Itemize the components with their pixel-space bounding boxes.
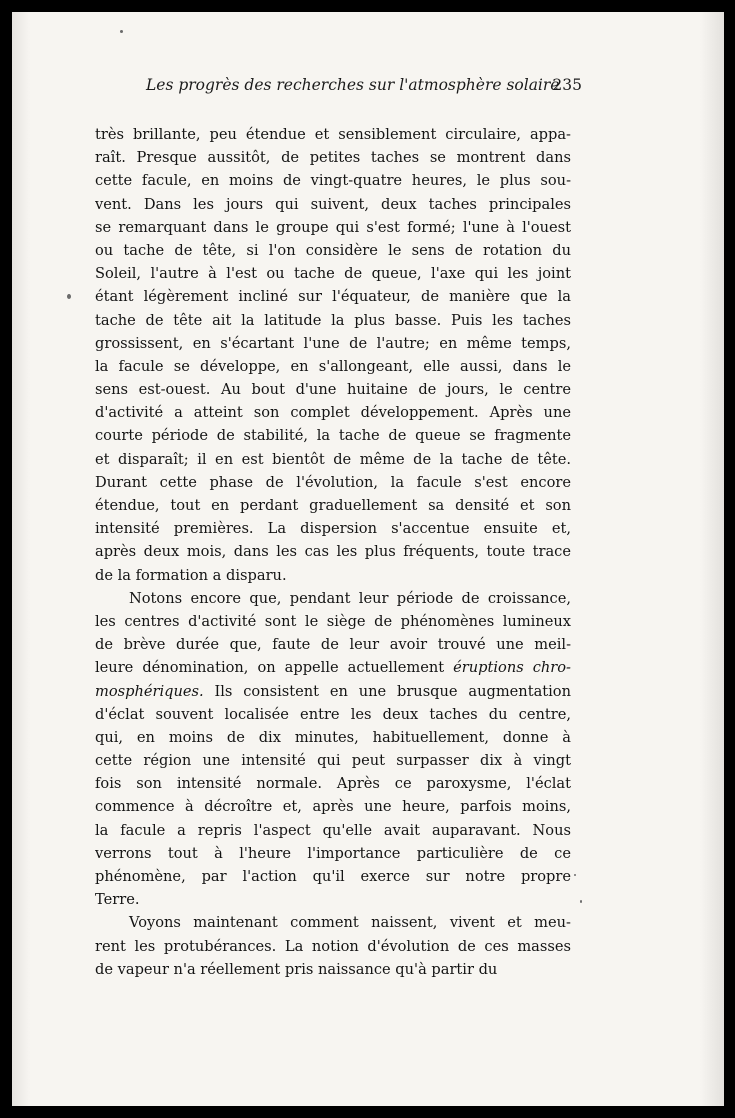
text-line: qui, en moins de dix minutes, habituellement, donne à [95, 728, 571, 746]
text-line: commence à décroître et, après une heure, parfois moins, [95, 798, 571, 816]
text-line: ou tache de tête, si l'on considère le sens de rotation du [95, 241, 571, 259]
text-line: Soleil, l'autre à l'est ou tache de queue, l'axe qui les joint [95, 265, 571, 283]
text-line: cette facule, en moins de vingt-quatre heures, le plus sou- [95, 172, 571, 190]
text-line: grossissent, en s'écartant l'une de l'autre; en même temps, [95, 334, 571, 352]
text-line: sens est-ouest. Au bout d'une huitaine de jours, le centre [95, 381, 571, 399]
text-line: de brève durée que, faute de leur avoir trouvé une meil- [95, 636, 571, 654]
text-line: intensité premières. La dispersion s'accentue ensuite et, [95, 520, 571, 538]
ink-speck [120, 30, 123, 33]
text-line: rent les protubérances. La notion d'évolution de ces masses [95, 937, 571, 955]
text-line: et disparaît; il en est bientôt de même de la tache de tête. [95, 450, 571, 468]
ink-speck [580, 900, 582, 903]
text-line: raît. Presque aussitôt, de petites taches se montrent dans [95, 149, 571, 167]
running-title: Les progrès des recherches sur l'atmosphère solaire [146, 76, 560, 94]
text-line: les centres d'activité sont le siège de phénomènes lumineux [95, 612, 571, 630]
text-line: tache de tête ait la latitude la plus basse. Puis les taches [95, 311, 571, 329]
text-line: courte période de stabilité, la tache de queue se fragmente [95, 427, 571, 445]
paragraph [95, 911, 571, 981]
text-line: la facule se développe, en s'allongeant, elle aussi, dans le [95, 357, 571, 375]
text-line: d'activité a atteint son complet développement. Après une [95, 404, 571, 422]
text-line: cette région une intensité qui peut surpasser dix à vingt [95, 752, 571, 770]
text-line: fois son intensité normale. Après ce paroxysme, l'éclat [95, 775, 571, 793]
ink-speck [67, 294, 71, 299]
text-line: Notons encore que, pendant leur période de croissance, [129, 589, 571, 607]
text-line: très brillante, peu étendue et sensiblement circulaire, appa- [95, 126, 571, 143]
text-line: Terre. [95, 891, 140, 909]
italic-term: mosphériques. [95, 682, 204, 700]
text-line: mosphériques. Ils consistent en une brusque augmentation [95, 682, 571, 700]
text-line: Durant cette phase de l'évolution, la facule s'est encore [95, 473, 571, 491]
paragraph [95, 587, 571, 912]
body-text [95, 123, 571, 981]
text-line: verrons tout à l'heure l'importance particulière de ce [95, 844, 571, 862]
text-line: Voyons maintenant comment naissent, vivent et meu- [129, 914, 571, 932]
text-line: de vapeur n'a réellement pris naissance qu'à partir du [95, 960, 498, 978]
text-line: après deux mois, dans les cas les plus fréquents, toute trace [95, 543, 571, 561]
text-line: étant légèrement incliné sur l'équateur, de manière que la [95, 288, 571, 306]
italic-term: éruptions chro- [453, 659, 571, 677]
text-line: phénomène, par l'action qu'il exerce sur notre propre [95, 868, 571, 885]
text-line: se remarquant dans le groupe qui s'est formé; l'une à l'ouest [95, 218, 571, 236]
paragraph [95, 123, 571, 587]
text-line: de la formation a disparu. [95, 566, 287, 584]
text-line: étendue, tout en perdant graduellement sa densité et son [95, 497, 571, 514]
text-line: d'éclat souvent localisée entre les deux taches du centre, [95, 705, 571, 723]
text-line: la facule a repris l'aspect qu'elle avait auparavant. Nous [95, 821, 571, 839]
ink-speck [574, 874, 576, 876]
page-number: 235 [552, 76, 582, 94]
book-page [12, 12, 724, 1106]
text-line: vent. Dans les jours qui suivent, deux taches principales [95, 195, 571, 213]
text-line: leure dénomination, on appelle actuellement éruptions chro- [95, 659, 571, 677]
